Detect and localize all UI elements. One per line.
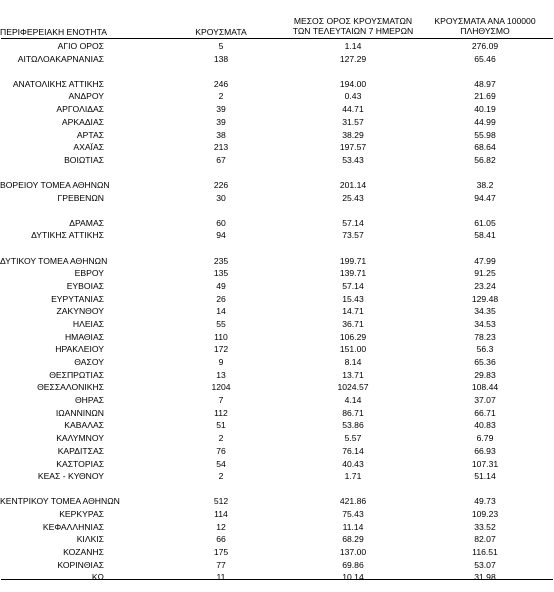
- per-100000-cell: 82.07: [474, 534, 496, 545]
- table-row: [0, 255, 554, 268]
- cases-cell: 1204: [211, 382, 231, 393]
- avg-7-days-cell: 14.71: [342, 306, 364, 317]
- header-avg-line1: ΜΕΣΟΣ ΟΡΟΣ ΚΡΟΥΣΜΑΤΩΝ: [293, 16, 413, 26]
- avg-7-days-cell: 139.71: [339, 268, 367, 279]
- spacer-row: [0, 204, 554, 216]
- avg-7-days-cell: 421.86: [339, 496, 367, 507]
- cases-cell: 49: [216, 280, 226, 291]
- region-cell: ΑΡΤΑΣ: [76, 129, 104, 140]
- per-100000-cell: 33.52: [474, 521, 496, 532]
- avg-7-days-cell: 194.00: [339, 78, 367, 89]
- region-cell: ΚΕΡΚΥΡΑΣ: [59, 508, 104, 519]
- per-100000-cell: 53.07: [474, 559, 496, 570]
- table-row: [0, 280, 554, 293]
- table-row: [0, 267, 554, 280]
- cases-cell: 235: [213, 255, 229, 266]
- per-100000-cell: 66.93: [474, 445, 496, 456]
- cases-cell: 7: [218, 395, 224, 406]
- region-cell: ΔΥΤΙΚΟΥ ΤΟΜΕΑ ΑΘΗΝΩΝ: [0, 255, 108, 266]
- avg-7-days-cell: 25.43: [342, 192, 364, 203]
- header-per-line2: ΠΛΗΘΥΣΜΟ: [460, 26, 510, 36]
- cases-cell: 94: [216, 230, 226, 241]
- per-100000-cell: 49.73: [474, 496, 496, 507]
- table-row: [0, 521, 554, 534]
- table-row: [0, 343, 554, 356]
- table-row: [0, 192, 554, 205]
- region-cell: ΚΑΒΑΛΑΣ: [64, 420, 104, 431]
- header-cases: ΚΡΟΥΣΜΑΤΑ: [195, 27, 247, 37]
- cases-cell: 30: [216, 192, 226, 203]
- avg-7-days-cell: 75.43: [342, 508, 364, 519]
- table-row: [0, 229, 554, 242]
- spacer-row: [0, 65, 554, 77]
- cases-cell: 38: [216, 129, 226, 140]
- per-100000-cell: 276.09: [471, 41, 499, 51]
- per-100000-cell: 94.47: [474, 192, 496, 203]
- region-cell: ΒΟΡΕΙΟΥ ΤΟΜΕΑ ΑΘΗΝΩΝ: [0, 179, 110, 190]
- per-100000-cell: 107.31: [471, 458, 499, 469]
- cases-cell: 12: [216, 521, 226, 532]
- per-100000-cell: 40.83: [474, 420, 496, 431]
- avg-7-days-cell: 86.71: [342, 407, 364, 418]
- region-cell: ΘΕΣΣΑΛΟΝΙΚΗΣ: [37, 382, 104, 393]
- cases-cell: 39: [216, 104, 226, 115]
- per-100000-cell: 65.46: [474, 53, 496, 64]
- per-100000-cell: 6.79: [476, 433, 494, 444]
- avg-7-days-cell: 13.71: [342, 369, 364, 380]
- cases-cell: 2: [218, 91, 224, 102]
- cases-cell: 112: [214, 407, 228, 418]
- table-row: [0, 331, 554, 344]
- avg-7-days-cell: 53.86: [342, 420, 364, 431]
- avg-7-days-cell: 1.14: [344, 41, 362, 51]
- cases-cell: 39: [216, 116, 226, 127]
- cases-cell: 55: [216, 318, 226, 329]
- header-per-line1: ΚΡΟΥΣΜΑΤΑ ΑΝΑ 100000: [434, 16, 536, 26]
- region-cell: ΑΓΙΟ ΟΡΟΣ: [57, 41, 104, 51]
- table-row: [0, 154, 554, 167]
- avg-7-days-cell: 73.57: [342, 230, 364, 241]
- cases-cell: 138: [213, 53, 229, 64]
- cases-cell: 51: [216, 420, 226, 431]
- region-cell: ΚΕΦΑΛΛΗΝΙΑΣ: [42, 521, 104, 532]
- avg-7-days-cell: 38.29: [342, 129, 364, 140]
- table-bottom-border: [1, 579, 553, 580]
- region-cell: ΚΕΑΣ - ΚΥΘΝΟΥ: [37, 471, 104, 482]
- region-cell: ΑΧΑΪΑΣ: [73, 142, 104, 153]
- region-cell: ΑΡΓΟΛΙΔΑΣ: [56, 104, 104, 115]
- region-cell: ΚΩ: [91, 572, 104, 583]
- avg-7-days-cell: 68.29: [342, 534, 364, 545]
- per-100000-cell: 65.36: [474, 357, 496, 367]
- avg-7-days-cell: 15.43: [342, 293, 364, 304]
- per-100000-cell: 23.24: [474, 280, 496, 291]
- region-cell: ΑΙΤΩΛΟΑΚΑΡΝΑΝΙΑΣ: [17, 53, 104, 64]
- region-cell: ΚΑΣΤΟΡΙΑΣ: [56, 458, 104, 469]
- per-100000-cell: 31.98: [474, 572, 496, 583]
- cases-cell: 14: [216, 306, 226, 317]
- cases-cell: 13: [216, 369, 226, 380]
- avg-7-days-cell: 11.14: [342, 521, 364, 532]
- cases-cell: 76: [216, 445, 226, 456]
- per-100000-cell: 34.53: [474, 318, 496, 329]
- table-row: [0, 129, 554, 142]
- table-row: [0, 559, 554, 572]
- per-100000-cell: 38.2: [476, 179, 494, 190]
- region-cell: ΗΛΕΙΑΣ: [72, 318, 104, 329]
- region-cell: ΙΩΑΝΝΙΝΩΝ: [55, 407, 104, 418]
- per-100000-cell: 58.41: [474, 230, 496, 241]
- table-row: [0, 179, 554, 192]
- cases-cell: 9: [218, 357, 224, 367]
- cases-cell: 110: [214, 331, 228, 342]
- table-row: [0, 217, 554, 230]
- region-cell: ΕΥΡΥΤΑΝΙΑΣ: [51, 293, 104, 304]
- region-cell: ΚΑΛΥΜΝΟΥ: [56, 433, 104, 444]
- table-row: [0, 445, 554, 458]
- spacer-row: [0, 483, 554, 495]
- spacer-row: [0, 167, 554, 179]
- table-row: [0, 293, 554, 306]
- region-cell: ΚΕΝΤΡΙΚΟΥ ΤΟΜΕΑ ΑΘΗΝΩΝ: [0, 496, 120, 507]
- table-row: [0, 356, 554, 369]
- avg-7-days-cell: 10.14: [342, 572, 364, 583]
- per-100000-cell: 109.23: [471, 508, 499, 519]
- table-row: [0, 432, 554, 445]
- region-cell: ΔΡΑΜΑΣ: [69, 217, 104, 228]
- spacer-row: [0, 242, 554, 254]
- cases-cell: 77: [216, 559, 226, 570]
- avg-7-days-cell: 44.71: [342, 104, 364, 115]
- per-100000-cell: 40.19: [474, 104, 496, 115]
- table-row: [0, 546, 554, 559]
- per-100000-cell: 56.3: [476, 344, 494, 355]
- header-avg-7-days: [283, 16, 423, 36]
- per-100000-cell: 91.25: [474, 268, 496, 279]
- per-100000-cell: 48.97: [474, 78, 496, 89]
- table-row: [0, 116, 554, 129]
- cases-cell: 114: [214, 508, 228, 519]
- table-row: [0, 458, 554, 471]
- table-row: [0, 533, 554, 546]
- per-100000-cell: 55.98: [474, 129, 496, 140]
- per-100000-cell: 66.71: [474, 407, 496, 418]
- region-cell: ΑΝΔΡΟΥ: [68, 91, 104, 102]
- cases-cell: 172: [213, 344, 229, 355]
- avg-7-days-cell: 40.43: [342, 458, 364, 469]
- region-cell: ΕΒΡΟΥ: [74, 268, 104, 279]
- table-row: [0, 419, 554, 432]
- cases-cell: 67: [216, 154, 226, 165]
- region-cell: ΘΕΣΠΡΩΤΙΑΣ: [49, 369, 104, 380]
- header-per-100000: [426, 16, 544, 36]
- avg-7-days-cell: 31.57: [342, 116, 364, 127]
- header-region: ΠΕΡΙΦΕΡΕΙΑΚΗ ΕΝΟΤΗΤΑ: [0, 27, 107, 37]
- region-cell: ΕΥΒΟΙΑΣ: [66, 280, 104, 291]
- per-100000-cell: 21.69: [474, 91, 496, 102]
- header-avg-line2: ΤΩΝ ΤΕΛΕΥΤΑΙΩΝ 7 ΗΜΕΡΩΝ: [292, 26, 414, 36]
- avg-7-days-cell: 36.71: [342, 318, 364, 329]
- region-cell: ΑΡΚΑΔΙΑΣ: [61, 116, 104, 127]
- per-100000-cell: 56.82: [474, 154, 496, 165]
- table-row: [0, 90, 554, 103]
- avg-7-days-cell: 53.43: [342, 154, 364, 165]
- per-100000-cell: 51.14: [474, 471, 496, 482]
- avg-7-days-cell: 57.14: [342, 217, 364, 228]
- region-cell: ΗΜΑΘΙΑΣ: [64, 331, 104, 342]
- per-100000-cell: 108.44: [471, 382, 499, 393]
- avg-7-days-cell: 127.29: [339, 53, 367, 64]
- cases-cell: 11: [216, 572, 226, 583]
- table-row: [0, 40, 554, 53]
- table-row: [0, 369, 554, 382]
- cases-cell: 26: [216, 293, 226, 304]
- table-body: [0, 40, 554, 584]
- cases-cell: 175: [213, 547, 229, 558]
- cases-cell: 66: [216, 534, 226, 545]
- avg-7-days-cell: 76.14: [342, 445, 364, 456]
- cases-cell: 213: [213, 142, 229, 153]
- avg-7-days-cell: 201.14: [339, 179, 367, 190]
- per-100000-cell: 61.05: [474, 217, 496, 228]
- cases-cell: 226: [213, 179, 229, 190]
- table-row: [0, 381, 554, 394]
- per-100000-cell: 37.07: [474, 395, 496, 406]
- per-100000-cell: 44.99: [474, 116, 496, 127]
- region-cell: ΚΙΛΚΙΣ: [76, 534, 104, 545]
- region-cell: ΘΗΡΑΣ: [74, 395, 104, 406]
- avg-7-days-cell: 199.71: [339, 255, 367, 266]
- avg-7-days-cell: 1024.57: [337, 382, 369, 393]
- per-100000-cell: 47.99: [474, 255, 496, 266]
- avg-7-days-cell: 1.71: [344, 471, 362, 482]
- per-100000-cell: 68.64: [474, 142, 496, 153]
- avg-7-days-cell: 8.14: [344, 357, 362, 367]
- cases-cell: 135: [213, 268, 229, 279]
- region-cell: ΚΟΖΑΝΗΣ: [63, 547, 104, 558]
- per-100000-cell: 34.35: [474, 306, 496, 317]
- cases-cell: 2: [218, 471, 224, 482]
- region-cell: ΒΟΙΩΤΙΑΣ: [64, 154, 104, 165]
- table-row: [0, 407, 554, 420]
- cases-cell: 246: [213, 78, 229, 89]
- region-cell: ΚΟΡΙΝΘΙΑΣ: [57, 559, 104, 570]
- avg-7-days-cell: 69.86: [342, 559, 364, 570]
- avg-7-days-cell: 151.00: [339, 344, 367, 355]
- cases-cell: 54: [216, 458, 226, 469]
- table-row: [0, 305, 554, 318]
- table-row: [0, 470, 554, 483]
- region-cell: ΚΑΡΔΙΤΣΑΣ: [57, 445, 104, 456]
- region-cell: ΘΑΣΟΥ: [74, 357, 104, 367]
- cases-cell: 5: [218, 41, 224, 51]
- avg-7-days-cell: 57.14: [342, 280, 364, 291]
- table-row: [0, 53, 554, 66]
- table-row: [0, 495, 554, 508]
- header-divider: [1, 38, 553, 39]
- per-100000-cell: 78.23: [474, 331, 496, 342]
- per-100000-cell: 129.48: [471, 293, 499, 304]
- cases-cell: 2: [218, 433, 224, 444]
- region-cell: ΖΑΚΥΝΘΟΥ: [56, 306, 104, 317]
- table-row: [0, 103, 554, 116]
- per-100000-cell: 29.83: [474, 369, 496, 380]
- region-cell: ΑΝΑΤΟΛΙΚΗΣ ΑΤΤΙΚΗΣ: [12, 78, 104, 89]
- avg-7-days-cell: 0.43: [344, 91, 362, 102]
- region-cell: ΔΥΤΙΚΗΣ ΑΤΤΙΚΗΣ: [31, 230, 104, 241]
- table-row: [0, 571, 554, 584]
- table-row: [0, 78, 554, 91]
- table-header: [0, 14, 554, 38]
- region-cell: ΓΡΕΒΕΝΩΝ: [57, 192, 104, 203]
- region-cell: ΗΡΑΚΛΕΙΟΥ: [55, 344, 104, 355]
- table-row: [0, 318, 554, 331]
- cases-cell: 60: [216, 217, 226, 228]
- table-row: [0, 508, 554, 521]
- avg-7-days-cell: 137.00: [339, 547, 367, 558]
- per-100000-cell: 116.51: [472, 547, 498, 558]
- avg-7-days-cell: 5.57: [344, 433, 362, 444]
- table-row: [0, 394, 554, 407]
- avg-7-days-cell: 197.57: [339, 142, 367, 153]
- table-row: [0, 141, 554, 154]
- cases-cell: 512: [213, 496, 229, 507]
- avg-7-days-cell: 4.14: [344, 395, 362, 406]
- avg-7-days-cell: 106.29: [339, 331, 367, 342]
